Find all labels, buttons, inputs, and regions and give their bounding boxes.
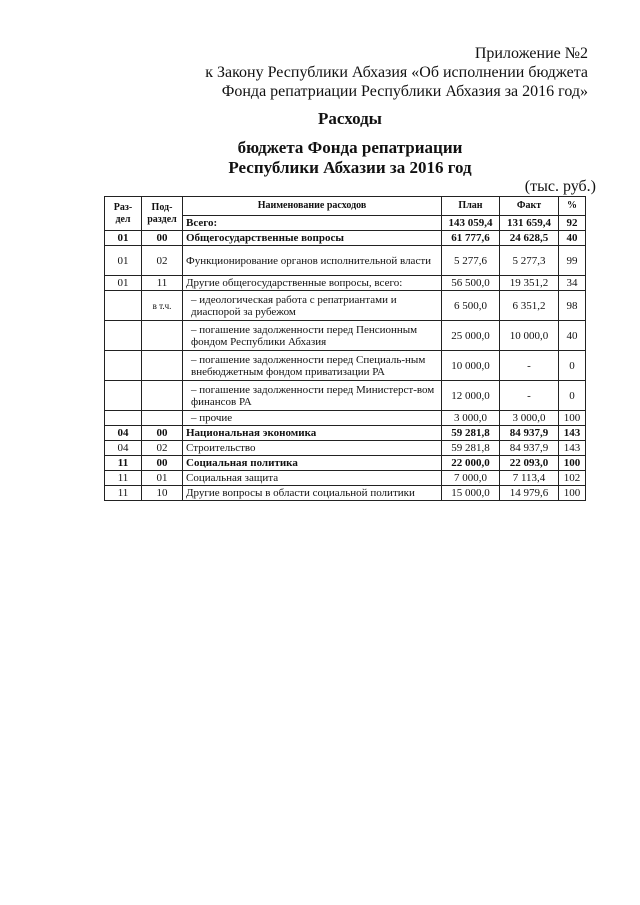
total-name: Всего:	[183, 216, 442, 231]
cell-fact: 14 979,6	[500, 486, 559, 501]
header-name: Наименование расходов	[183, 197, 442, 216]
cell-pct: 100	[559, 456, 586, 471]
table-row	[105, 231, 586, 246]
table-row	[105, 411, 586, 426]
cell-podrazdel: 10	[142, 486, 183, 501]
cell-fact: 84 937,9	[500, 441, 559, 456]
law-reference-line-1: к Закону Республики Абхазия «Об исполнении бюджета	[205, 64, 588, 81]
table-row	[105, 246, 586, 276]
cell-plan: 59 281,8	[442, 441, 500, 456]
cell-name: Функционирование органов исполнительной власти	[183, 246, 442, 276]
cell-pct: 143	[559, 441, 586, 456]
cell-pct: 102	[559, 471, 586, 486]
cell-podrazdel	[142, 381, 183, 411]
cell-pct: 143	[559, 426, 586, 441]
cell-razdel: 04	[105, 441, 142, 456]
subtitle-line-2: Республики Абхазии за 2016 год	[228, 158, 472, 177]
cell-podrazdel: 00	[142, 456, 183, 471]
cell-pct: 0	[559, 351, 586, 381]
cell-fact: 5 277,3	[500, 246, 559, 276]
table-row	[105, 441, 586, 456]
cell-fact: 22 093,0	[500, 456, 559, 471]
cell-razdel	[105, 291, 142, 321]
cell-podrazdel	[142, 411, 183, 426]
cell-razdel: 11	[105, 471, 142, 486]
cell-razdel: 11	[105, 486, 142, 501]
cell-plan: 61 777,6	[442, 231, 500, 246]
header-plan: План	[442, 197, 500, 216]
table-row	[105, 456, 586, 471]
cell-plan: 6 500,0	[442, 291, 500, 321]
cell-plan: 56 500,0	[442, 276, 500, 291]
header-razdel: Раз- дел	[105, 197, 142, 231]
cell-razdel: 01	[105, 276, 142, 291]
cell-pct: 99	[559, 246, 586, 276]
cell-podrazdel: 00	[142, 426, 183, 441]
cell-plan: 59 281,8	[442, 426, 500, 441]
cell-name: Социальная политика	[183, 456, 442, 471]
cell-podrazdel: 11	[142, 276, 183, 291]
cell-podrazdel: 01	[142, 471, 183, 486]
cell-fact: 84 937,9	[500, 426, 559, 441]
cell-name: – погашение задолженности перед Министерст-вом финансов РА	[183, 381, 442, 411]
cell-fact: 24 628,5	[500, 231, 559, 246]
cell-pct: 40	[559, 231, 586, 246]
cell-plan: 7 000,0	[442, 471, 500, 486]
cell-pct: 98	[559, 291, 586, 321]
cell-name: – прочие	[183, 411, 442, 426]
cell-plan: 3 000,0	[442, 411, 500, 426]
law-reference-line-2: Фонда репатриации Республики Абхазия за 2016 год»	[221, 83, 588, 100]
header-fact: Факт	[500, 197, 559, 216]
cell-podrazdel: 02	[142, 441, 183, 456]
cell-fact: 7 113,4	[500, 471, 559, 486]
table-row	[105, 426, 586, 441]
table-row	[105, 291, 586, 321]
cell-name: Национальная экономика	[183, 426, 442, 441]
page-title: Расходы	[318, 109, 382, 128]
cell-name: Другие вопросы в области социальной политики	[183, 486, 442, 501]
cell-fact: 10 000,0	[500, 321, 559, 351]
table-row	[105, 471, 586, 486]
cell-name: Строительство	[183, 441, 442, 456]
cell-podrazdel	[142, 351, 183, 381]
table-header-row	[105, 197, 586, 216]
table-row	[105, 276, 586, 291]
header-podrazdel: Под- раздел	[142, 197, 183, 231]
cell-razdel	[105, 411, 142, 426]
cell-pct: 100	[559, 486, 586, 501]
cell-name: Другие общегосударственные вопросы, всего:	[183, 276, 442, 291]
cell-name: – идеологическая работа с репатриантами и диаспорой за рубежом	[183, 291, 442, 321]
header-pct: %	[559, 197, 586, 216]
cell-plan: 12 000,0	[442, 381, 500, 411]
total-fact: 131 659,4	[500, 216, 559, 231]
cell-podrazdel: 02	[142, 246, 183, 276]
cell-plan: 15 000,0	[442, 486, 500, 501]
cell-fact: 19 351,2	[500, 276, 559, 291]
cell-podrazdel: 00	[142, 231, 183, 246]
cell-razdel	[105, 321, 142, 351]
cell-pct: 100	[559, 411, 586, 426]
appendix-number: Приложение №2	[474, 45, 588, 62]
cell-podrazdel	[142, 321, 183, 351]
expenses-table	[104, 196, 586, 501]
table-row	[105, 381, 586, 411]
cell-pct: 34	[559, 276, 586, 291]
cell-razdel	[105, 351, 142, 381]
cell-razdel: 04	[105, 426, 142, 441]
table-row	[105, 321, 586, 351]
cell-podrazdel: в т.ч.	[142, 291, 183, 321]
cell-plan: 10 000,0	[442, 351, 500, 381]
cell-razdel	[105, 381, 142, 411]
cell-plan: 25 000,0	[442, 321, 500, 351]
total-plan: 143 059,4	[442, 216, 500, 231]
cell-fact: -	[500, 381, 559, 411]
cell-name: – погашение задолженности перед Специаль-ным внебюджетным фондом приватизации РА	[183, 351, 442, 381]
subtitle-line-1: бюджета Фонда репатриации	[237, 138, 463, 157]
table-row	[105, 351, 586, 381]
cell-plan: 22 000,0	[442, 456, 500, 471]
cell-pct: 40	[559, 321, 586, 351]
cell-name: Социальная защита	[183, 471, 442, 486]
cell-pct: 0	[559, 381, 586, 411]
cell-plan: 5 277,6	[442, 246, 500, 276]
cell-razdel: 01	[105, 246, 142, 276]
unit-label: (тыс. руб.)	[524, 178, 596, 195]
cell-name: – погашение задолженности перед Пенсионным фондом Республики Абхазия	[183, 321, 442, 351]
total-pct: 92	[559, 216, 586, 231]
cell-name: Общегосударственные вопросы	[183, 231, 442, 246]
cell-fact: 3 000,0	[500, 411, 559, 426]
cell-razdel: 11	[105, 456, 142, 471]
table-row	[105, 486, 586, 501]
cell-fact: 6 351,2	[500, 291, 559, 321]
cell-razdel: 01	[105, 231, 142, 246]
cell-fact: -	[500, 351, 559, 381]
